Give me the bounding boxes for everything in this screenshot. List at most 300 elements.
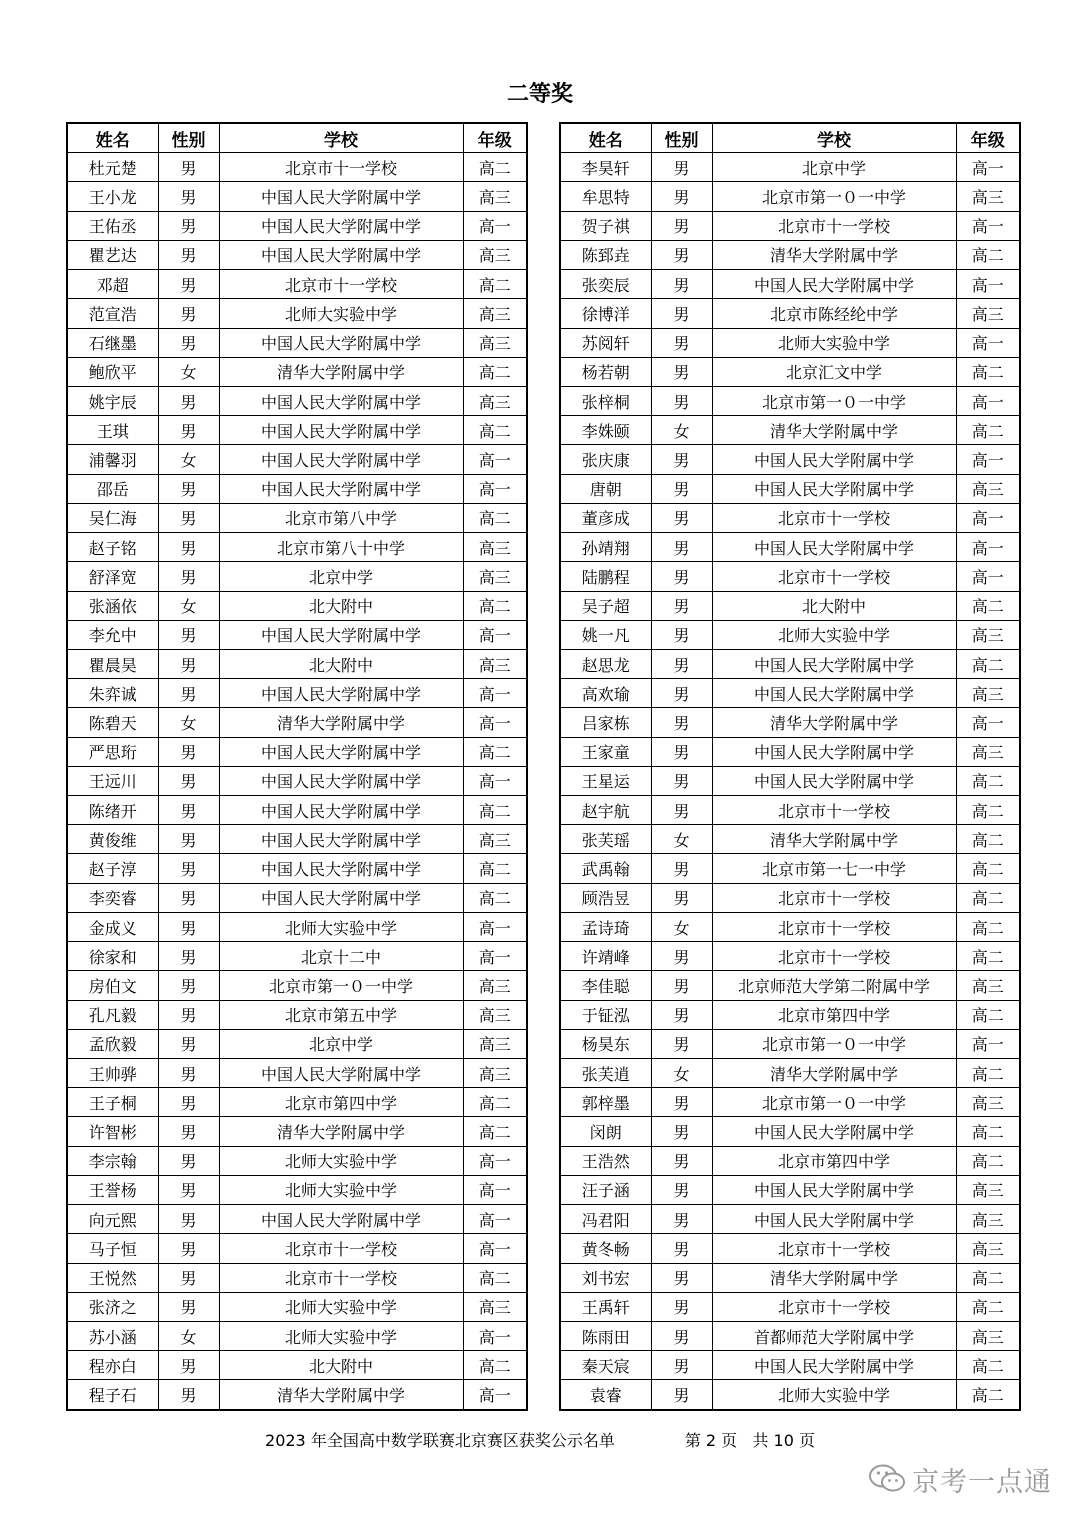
- cell-gender: 男: [158, 1380, 219, 1410]
- cell-grade: 高三: [956, 299, 1020, 328]
- cell-name: 张芙瑶: [560, 825, 651, 854]
- table-row: [560, 912, 1020, 941]
- cell-name: 孔凡毅: [67, 1000, 158, 1029]
- cell-school: 北京汇文中学: [712, 357, 956, 386]
- cell-school: 北京市十一学校: [712, 883, 956, 912]
- cell-name: 武禹翰: [560, 854, 651, 883]
- cell-gender: 男: [651, 854, 712, 883]
- table-row: [67, 1321, 527, 1350]
- cell-name: 陈雨田: [560, 1321, 651, 1350]
- cell-name: 王帅骅: [67, 1059, 158, 1088]
- table-row: [67, 357, 527, 386]
- cell-gender: 男: [158, 503, 219, 532]
- cell-gender: 男: [158, 737, 219, 766]
- cell-grade: 高三: [463, 182, 527, 211]
- cell-gender: 男: [158, 211, 219, 240]
- cell-name: 杨若朝: [560, 357, 651, 386]
- cell-grade: 高二: [956, 912, 1020, 941]
- cell-gender: 男: [651, 211, 712, 240]
- table-row: [67, 1059, 527, 1088]
- cell-grade: 高二: [463, 1117, 527, 1146]
- cell-gender: 男: [651, 766, 712, 795]
- cell-name: 姚一凡: [560, 620, 651, 649]
- cell-gender: 男: [651, 503, 712, 532]
- cell-grade: 高二: [463, 883, 527, 912]
- cell-gender: 男: [651, 1146, 712, 1175]
- cell-name: 徐家和: [67, 942, 158, 971]
- table-row: [560, 1029, 1020, 1058]
- cell-name: 程子石: [67, 1380, 158, 1410]
- cell-gender: 男: [158, 240, 219, 269]
- cell-school: 中国人民大学附属中学: [219, 679, 463, 708]
- table-header-row: [67, 123, 527, 153]
- cell-gender: 男: [158, 766, 219, 795]
- table-row: [560, 270, 1020, 299]
- cell-gender: 男: [651, 620, 712, 649]
- table-row: [67, 1351, 527, 1380]
- table-row: [67, 766, 527, 795]
- cell-grade: 高二: [956, 591, 1020, 620]
- cell-school: 北京市第一０一中学: [712, 386, 956, 415]
- table-row: [67, 503, 527, 532]
- cell-name: 程亦白: [67, 1351, 158, 1380]
- cell-grade: 高一: [463, 620, 527, 649]
- table-row: [560, 211, 1020, 240]
- cell-grade: 高一: [463, 1175, 527, 1204]
- watermark: [868, 1459, 1052, 1499]
- cell-grade: 高二: [956, 1380, 1020, 1410]
- table-row: [67, 328, 527, 357]
- cell-gender: 男: [651, 1292, 712, 1321]
- cell-grade: 高二: [956, 825, 1020, 854]
- cell-gender: 男: [158, 1059, 219, 1088]
- cell-name: 孟诗琦: [560, 912, 651, 941]
- cell-gender: 男: [158, 533, 219, 562]
- table-row: [560, 474, 1020, 503]
- cell-school: 北京市十一学校: [219, 270, 463, 299]
- cell-grade: 高一: [956, 445, 1020, 474]
- cell-name: 李宗翰: [67, 1146, 158, 1175]
- column-header-school: 学校: [712, 123, 956, 153]
- cell-name: 许智彬: [67, 1117, 158, 1146]
- cell-grade: 高二: [956, 854, 1020, 883]
- cell-school: 北京市第八十中学: [219, 533, 463, 562]
- cell-gender: 男: [158, 1088, 219, 1117]
- table-row: [67, 1000, 527, 1029]
- table-row: [67, 883, 527, 912]
- cell-school: 北京市第一０一中学: [712, 1088, 956, 1117]
- cell-school: 北京市十一学校: [712, 942, 956, 971]
- cell-name: 王小龙: [67, 182, 158, 211]
- cell-school: 清华大学附属中学: [712, 708, 956, 737]
- cell-name: 唐朝: [560, 474, 651, 503]
- cell-grade: 高二: [463, 153, 527, 182]
- cell-name: 张梓桐: [560, 386, 651, 415]
- table-row: [560, 1088, 1020, 1117]
- cell-school: 中国人民大学附属中学: [219, 445, 463, 474]
- cell-school: 北师大实验中学: [219, 1175, 463, 1204]
- cell-school: 北大附中: [219, 591, 463, 620]
- cell-school: 中国人民大学附属中学: [219, 474, 463, 503]
- cell-name: 王家童: [560, 737, 651, 766]
- cell-school: 清华大学附属中学: [712, 416, 956, 445]
- cell-school: 中国人民大学附属中学: [219, 883, 463, 912]
- cell-school: 北师大实验中学: [219, 1321, 463, 1350]
- cell-gender: 男: [651, 883, 712, 912]
- cell-name: 王悦然: [67, 1263, 158, 1292]
- watermark-text: 京考一点通: [912, 1466, 1052, 1498]
- cell-name: 舒泽宽: [67, 562, 158, 591]
- cell-name: 吴子超: [560, 591, 651, 620]
- cell-school: 北京中学: [712, 153, 956, 182]
- table-row: [67, 1380, 527, 1410]
- cell-grade: 高一: [463, 445, 527, 474]
- cell-school: 中国人民大学附属中学: [219, 240, 463, 269]
- cell-name: 范宣浩: [67, 299, 158, 328]
- cell-school: 清华大学附属中学: [219, 1380, 463, 1410]
- cell-school: 北京中学: [219, 1029, 463, 1058]
- cell-gender: 男: [651, 1175, 712, 1204]
- cell-school: 北京市十一学校: [219, 1234, 463, 1263]
- cell-grade: 高三: [956, 737, 1020, 766]
- column-header-name: 姓名: [560, 123, 651, 153]
- cell-gender: 男: [158, 562, 219, 591]
- cell-school: 中国人民大学附属中学: [712, 474, 956, 503]
- cell-name: 邵岳: [67, 474, 158, 503]
- column-header-school: 学校: [219, 123, 463, 153]
- cell-gender: 男: [651, 182, 712, 211]
- cell-name: 秦天宸: [560, 1351, 651, 1380]
- cell-grade: 高三: [956, 620, 1020, 649]
- cell-school: 北京市第八中学: [219, 503, 463, 532]
- cell-name: 瞿艺达: [67, 240, 158, 269]
- footer-doc-title: 2023 年全国高中数学联赛北京赛区获奖公示名单: [265, 1431, 615, 1450]
- cell-name: 李允中: [67, 620, 158, 649]
- cell-gender: 男: [651, 240, 712, 269]
- table-row: [560, 503, 1020, 532]
- cell-grade: 高二: [463, 796, 527, 825]
- cell-gender: 男: [651, 357, 712, 386]
- cell-grade: 高三: [956, 679, 1020, 708]
- cell-grade: 高二: [956, 796, 1020, 825]
- table-row: [67, 942, 527, 971]
- table-row: [67, 562, 527, 591]
- cell-grade: 高一: [956, 503, 1020, 532]
- cell-name: 黄俊维: [67, 825, 158, 854]
- cell-school: 中国人民大学附属中学: [712, 533, 956, 562]
- cell-gender: 男: [651, 153, 712, 182]
- cell-gender: 男: [651, 270, 712, 299]
- cell-gender: 男: [651, 386, 712, 415]
- table-row: [560, 825, 1020, 854]
- table-row: [67, 416, 527, 445]
- cell-gender: 女: [651, 1059, 712, 1088]
- column-header-grade: 年级: [463, 123, 527, 153]
- cell-grade: 高三: [463, 825, 527, 854]
- cell-grade: 高二: [956, 883, 1020, 912]
- page-title: 二等奖: [506, 82, 573, 107]
- cell-grade: 高一: [463, 679, 527, 708]
- table-row: [67, 854, 527, 883]
- cell-grade: 高二: [956, 942, 1020, 971]
- cell-name: 张芙逍: [560, 1059, 651, 1088]
- cell-school: 中国人民大学附属中学: [219, 796, 463, 825]
- cell-name: 张济之: [67, 1292, 158, 1321]
- column-header-gender: 性别: [651, 123, 712, 153]
- cell-school: 北大附中: [712, 591, 956, 620]
- cell-name: 王誉杨: [67, 1175, 158, 1204]
- cell-grade: 高三: [463, 971, 527, 1000]
- cell-gender: 男: [158, 1205, 219, 1234]
- cell-name: 王子桐: [67, 1088, 158, 1117]
- cell-gender: 男: [651, 1234, 712, 1263]
- cell-school: 北京市十一学校: [219, 1263, 463, 1292]
- cell-school: 北京市第一七一中学: [712, 854, 956, 883]
- cell-grade: 高二: [463, 737, 527, 766]
- table-row: [67, 796, 527, 825]
- table-row: [67, 825, 527, 854]
- cell-grade: 高二: [463, 503, 527, 532]
- cell-school: 北京市十一学校: [712, 912, 956, 941]
- cell-gender: 女: [158, 1321, 219, 1350]
- cell-grade: 高二: [956, 1000, 1020, 1029]
- cell-gender: 男: [651, 1000, 712, 1029]
- cell-gender: 男: [651, 679, 712, 708]
- table-header-row: [560, 123, 1020, 153]
- cell-grade: 高一: [463, 708, 527, 737]
- cell-name: 汪子涵: [560, 1175, 651, 1204]
- cell-grade: 高一: [956, 708, 1020, 737]
- cell-gender: 男: [158, 971, 219, 1000]
- table-row: [67, 211, 527, 240]
- cell-name: 许靖峰: [560, 942, 651, 971]
- cell-gender: 女: [158, 708, 219, 737]
- cell-school: 中国人民大学附属中学: [712, 445, 956, 474]
- wechat-icon: [868, 1463, 906, 1495]
- cell-school: 北京市第一０一中学: [712, 182, 956, 211]
- cell-gender: 男: [651, 474, 712, 503]
- table-row: [67, 1292, 527, 1321]
- cell-gender: 男: [158, 1234, 219, 1263]
- table-row: [67, 1088, 527, 1117]
- cell-gender: 男: [158, 649, 219, 678]
- cell-school: 北京市十一学校: [712, 211, 956, 240]
- cell-grade: 高二: [956, 766, 1020, 795]
- cell-gender: 男: [158, 1292, 219, 1321]
- cell-grade: 高一: [956, 153, 1020, 182]
- cell-name: 顾浩昱: [560, 883, 651, 912]
- cell-school: 中国人民大学附属中学: [219, 416, 463, 445]
- cell-gender: 男: [651, 533, 712, 562]
- cell-school: 北京市十一学校: [712, 503, 956, 532]
- cell-gender: 男: [158, 153, 219, 182]
- cell-grade: 高一: [956, 211, 1020, 240]
- cell-grade: 高一: [463, 1321, 527, 1350]
- award-table-left: [66, 122, 528, 1411]
- cell-name: 郭梓墨: [560, 1088, 651, 1117]
- cell-name: 孙靖翔: [560, 533, 651, 562]
- cell-grade: 高三: [463, 1059, 527, 1088]
- cell-gender: 男: [158, 854, 219, 883]
- cell-grade: 高一: [956, 1029, 1020, 1058]
- cell-name: 姚宇辰: [67, 386, 158, 415]
- cell-grade: 高三: [956, 474, 1020, 503]
- cell-name: 张涵依: [67, 591, 158, 620]
- cell-gender: 男: [651, 1029, 712, 1058]
- cell-grade: 高三: [956, 1321, 1020, 1350]
- table-row: [67, 153, 527, 182]
- cell-name: 陈碧天: [67, 708, 158, 737]
- table-row: [560, 1000, 1020, 1029]
- table-row: [560, 328, 1020, 357]
- table-row: [67, 386, 527, 415]
- cell-grade: 高一: [463, 474, 527, 503]
- table-row: [67, 1029, 527, 1058]
- table-row: [560, 182, 1020, 211]
- cell-grade: 高三: [956, 971, 1020, 1000]
- cell-name: 杨昊东: [560, 1029, 651, 1058]
- cell-name: 赵思龙: [560, 649, 651, 678]
- cell-grade: 高三: [463, 386, 527, 415]
- cell-gender: 男: [651, 1321, 712, 1350]
- table-row: [560, 562, 1020, 591]
- cell-gender: 男: [651, 1263, 712, 1292]
- table-row: [560, 591, 1020, 620]
- cell-school: 北京中学: [219, 562, 463, 591]
- table-row: [560, 1321, 1020, 1350]
- cell-name: 李奕睿: [67, 883, 158, 912]
- cell-name: 李姝颐: [560, 416, 651, 445]
- table-row: [560, 942, 1020, 971]
- table-row: [560, 386, 1020, 415]
- cell-school: 中国人民大学附属中学: [219, 737, 463, 766]
- table-row: [67, 1205, 527, 1234]
- cell-grade: 高二: [463, 1351, 527, 1380]
- cell-school: 中国人民大学附属中学: [219, 386, 463, 415]
- footer-page-info: 第 2 页 共 10 页: [684, 1431, 815, 1450]
- cell-grade: 高二: [956, 416, 1020, 445]
- cell-gender: 男: [651, 1088, 712, 1117]
- cell-gender: 男: [158, 883, 219, 912]
- cell-name: 于钲泓: [560, 1000, 651, 1029]
- cell-name: 高欢瑜: [560, 679, 651, 708]
- table-row: [67, 971, 527, 1000]
- cell-name: 赵宇航: [560, 796, 651, 825]
- cell-grade: 高三: [956, 1175, 1020, 1204]
- cell-gender: 男: [651, 942, 712, 971]
- cell-grade: 高三: [956, 1205, 1020, 1234]
- table-row: [560, 1234, 1020, 1263]
- table-row: [560, 708, 1020, 737]
- table-row: [560, 679, 1020, 708]
- table-row: [67, 1146, 527, 1175]
- column-header-gender: 性别: [158, 123, 219, 153]
- table-row: [560, 620, 1020, 649]
- cell-name: 徐博洋: [560, 299, 651, 328]
- cell-gender: 男: [158, 1117, 219, 1146]
- cell-name: 陈郅垚: [560, 240, 651, 269]
- cell-gender: 男: [158, 328, 219, 357]
- table-row: [560, 766, 1020, 795]
- cell-grade: 高一: [463, 912, 527, 941]
- cell-school: 清华大学附属中学: [712, 1059, 956, 1088]
- cell-grade: 高三: [463, 1292, 527, 1321]
- cell-name: 刘书宏: [560, 1263, 651, 1292]
- cell-grade: 高二: [956, 1117, 1020, 1146]
- cell-grade: 高二: [956, 649, 1020, 678]
- cell-gender: 男: [651, 1205, 712, 1234]
- cell-school: 中国人民大学附属中学: [712, 270, 956, 299]
- cell-name: 金成义: [67, 912, 158, 941]
- cell-name: 孟欣毅: [67, 1029, 158, 1058]
- cell-gender: 男: [158, 1000, 219, 1029]
- cell-gender: 女: [651, 912, 712, 941]
- cell-gender: 男: [158, 620, 219, 649]
- cell-school: 北京市第一０一中学: [219, 971, 463, 1000]
- cell-school: 中国人民大学附属中学: [219, 1059, 463, 1088]
- cell-school: 北师大实验中学: [219, 1292, 463, 1321]
- cell-gender: 男: [651, 328, 712, 357]
- cell-grade: 高二: [463, 1263, 527, 1292]
- cell-school: 北师大实验中学: [712, 1380, 956, 1410]
- column-header-name: 姓名: [67, 123, 158, 153]
- cell-gender: 女: [158, 591, 219, 620]
- cell-gender: 男: [158, 1351, 219, 1380]
- cell-school: 中国人民大学附属中学: [712, 1351, 956, 1380]
- table-row: [67, 1175, 527, 1204]
- cell-school: 中国人民大学附属中学: [219, 825, 463, 854]
- cell-school: 首都师范大学附属中学: [712, 1321, 956, 1350]
- cell-school: 北京市十一学校: [712, 1234, 956, 1263]
- cell-school: 中国人民大学附属中学: [712, 766, 956, 795]
- cell-grade: 高二: [956, 1351, 1020, 1380]
- cell-school: 中国人民大学附属中学: [712, 1175, 956, 1204]
- cell-school: 中国人民大学附属中学: [219, 328, 463, 357]
- cell-school: 北京市十一学校: [712, 796, 956, 825]
- cell-grade: 高一: [463, 211, 527, 240]
- table-row: [67, 533, 527, 562]
- cell-school: 北大附中: [219, 1351, 463, 1380]
- cell-gender: 男: [158, 1263, 219, 1292]
- cell-grade: 高三: [956, 182, 1020, 211]
- cell-gender: 男: [651, 708, 712, 737]
- cell-gender: 男: [158, 474, 219, 503]
- cell-school: 中国人民大学附属中学: [219, 211, 463, 240]
- cell-name: 石继墨: [67, 328, 158, 357]
- cell-gender: 男: [651, 1380, 712, 1410]
- cell-name: 黄冬畅: [560, 1234, 651, 1263]
- cell-school: 北京市十一学校: [219, 153, 463, 182]
- table-row: [560, 854, 1020, 883]
- table-row: [560, 240, 1020, 269]
- cell-school: 北京十二中: [219, 942, 463, 971]
- cell-grade: 高一: [463, 766, 527, 795]
- cell-gender: 男: [158, 299, 219, 328]
- award-table-right: [559, 122, 1021, 1411]
- table-row: [67, 620, 527, 649]
- table-row: [67, 299, 527, 328]
- cell-gender: 男: [651, 1117, 712, 1146]
- cell-name: 朱弈诚: [67, 679, 158, 708]
- cell-school: 北京市第一０一中学: [712, 1029, 956, 1058]
- cell-gender: 男: [158, 386, 219, 415]
- cell-name: 陈绪开: [67, 796, 158, 825]
- cell-school: 中国人民大学附属中学: [712, 737, 956, 766]
- table-row: [560, 1292, 1020, 1321]
- cell-grade: 高三: [463, 562, 527, 591]
- cell-school: 清华大学附属中学: [219, 357, 463, 386]
- cell-grade: 高二: [956, 357, 1020, 386]
